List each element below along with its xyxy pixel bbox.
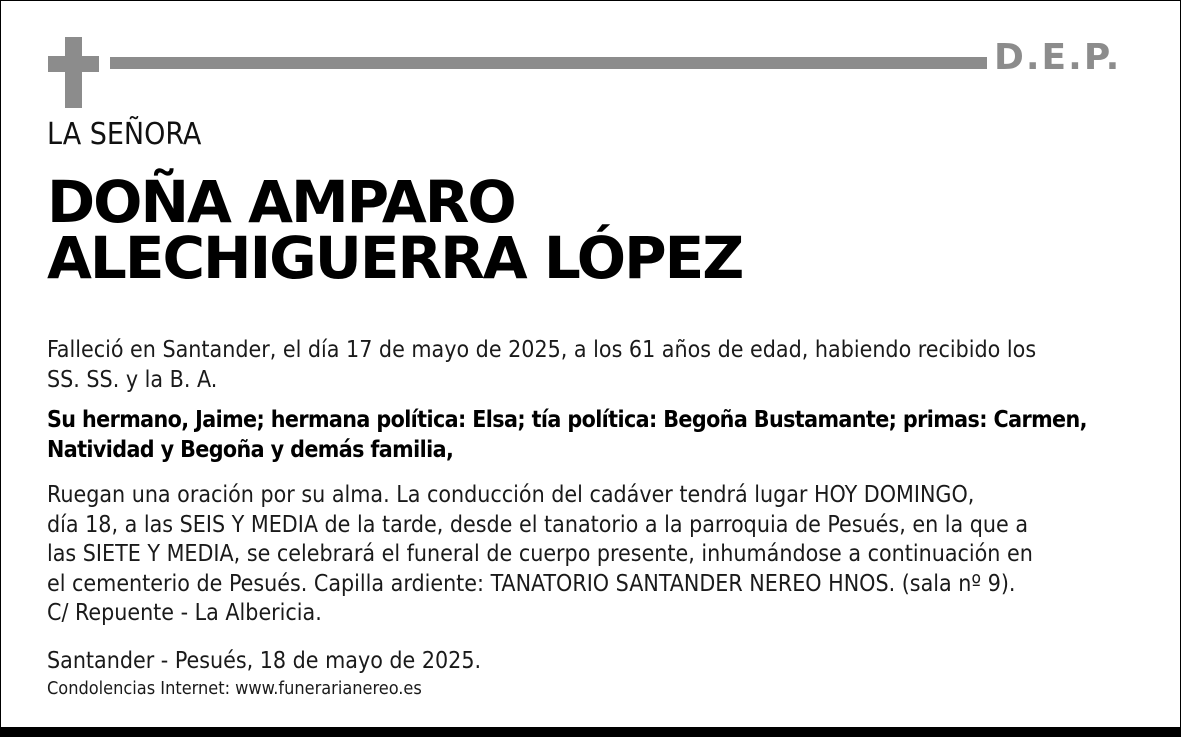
deceased-name-line-1: DOÑA AMPARO [47, 168, 515, 236]
intro-title: LA SEÑORA [47, 117, 202, 152]
family-paragraph: Su hermano, Jaime; hermana política: Elsa; tía política: Begoña Bustamante; primas: Carmen, Natividad y Begoña y demás familia, [47, 407, 1087, 463]
deceased-name-line-2: ALECHIGUERRA LÓPEZ [47, 224, 743, 292]
bottom-border-bar [0, 727, 1181, 737]
header-rule [110, 57, 987, 69]
dep-label: D.E.P. [994, 37, 1122, 78]
cross-icon-vertical [65, 37, 82, 108]
condolences-line: Condolencias Internet: www.funerarianereo.es [47, 678, 422, 699]
funeral-details-paragraph: Ruegan una oración por su alma. La conducción del cadáver tendrá lugar HOY DOMINGO, día 18, a las SEIS Y MEDIA de la tarde, desde el tanatorio a la parroquia de Pesués, en la que a las SIETE Y MEDIA, se celebrará el funeral de cuerpo presente, inhumándose a continuación en el cementerio de Pesués. Capilla ardiente: TANATORIO SANTANDER NEREO HNOS. (sala nº 9). C/ Repuente - La Albericia. [47, 482, 1033, 626]
place-date: Santander - Pesués, 18 de mayo de 2025. [47, 648, 482, 674]
cross-icon-horizontal [48, 56, 99, 72]
death-notice-paragraph: Falleció en Santander, el día 17 de mayo de 2025, a los 61 años de edad, habiendo recibido los SS. SS. y la B. A. [47, 337, 1037, 393]
